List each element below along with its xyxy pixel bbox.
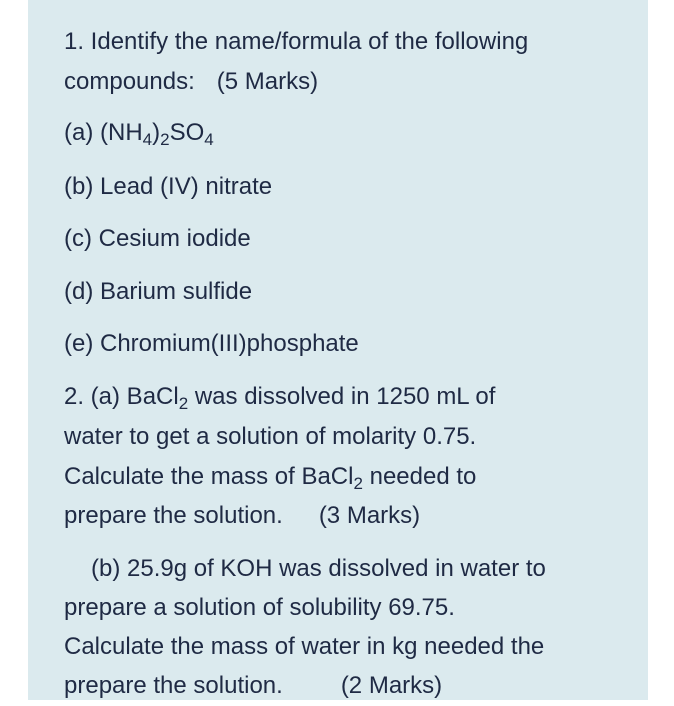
q2a-line3-sub: 2 (353, 474, 363, 493)
q1-line2-text: compounds: (64, 68, 195, 95)
q1-item-e: (e) Chromium(III)phosphate (64, 330, 359, 357)
q1-item-c: (c) Cesium iodide (64, 225, 251, 252)
q1-a-sub1: 4 (142, 130, 153, 149)
q2a-line3-prefix: Calculate the mass of BaCl (64, 463, 354, 490)
q1-a-prefix: (a) (NH (64, 119, 143, 146)
q2a-line4 (64, 496, 420, 536)
q2b-line1: (b) 25.9g of KOH was dissolved in water to (91, 555, 546, 582)
q2a-line2: water to get a solution of molarity 0.75. (64, 423, 477, 450)
q1-marks: (5 Marks) (216, 68, 319, 95)
q1-a-mid: ) (152, 119, 161, 146)
q2a-line1-sub: 2 (178, 394, 189, 413)
q2a-line1-suffix: was dissolved in 1250 mL of (188, 383, 496, 410)
q2b-line4-text: prepare the solution. (64, 672, 283, 699)
q2a-line3 (64, 457, 476, 497)
q2a-line1 (64, 377, 495, 417)
q1-item-b: (b) Lead (IV) nitrate (64, 173, 273, 200)
q1-line2 (64, 62, 318, 102)
q2b-line3: Calculate the mass of water in kg needed the (64, 633, 545, 660)
q2a-line1-prefix: 2. (a) BaCl (64, 383, 179, 410)
q1-a-sub2: 2 (160, 130, 170, 149)
q2a-line3-suffix: needed to (362, 463, 477, 490)
q2a-line4-text: prepare the solution. (64, 502, 283, 529)
q2b-marks: (2 Marks) (340, 672, 443, 699)
q1-item-a (64, 113, 214, 153)
q2b-line2: prepare a solution of solubility 69.75. (64, 594, 455, 621)
q2a-marks: (3 Marks) (318, 502, 421, 529)
q2b-line4 (64, 666, 442, 706)
q1-a-sub3: 4 (204, 130, 214, 149)
q1-line1: 1. Identify the name/formula of the following (64, 28, 529, 55)
q1-item-d: (d) Barium sulfide (64, 278, 253, 305)
q1-a-mid2: SO (169, 119, 205, 146)
